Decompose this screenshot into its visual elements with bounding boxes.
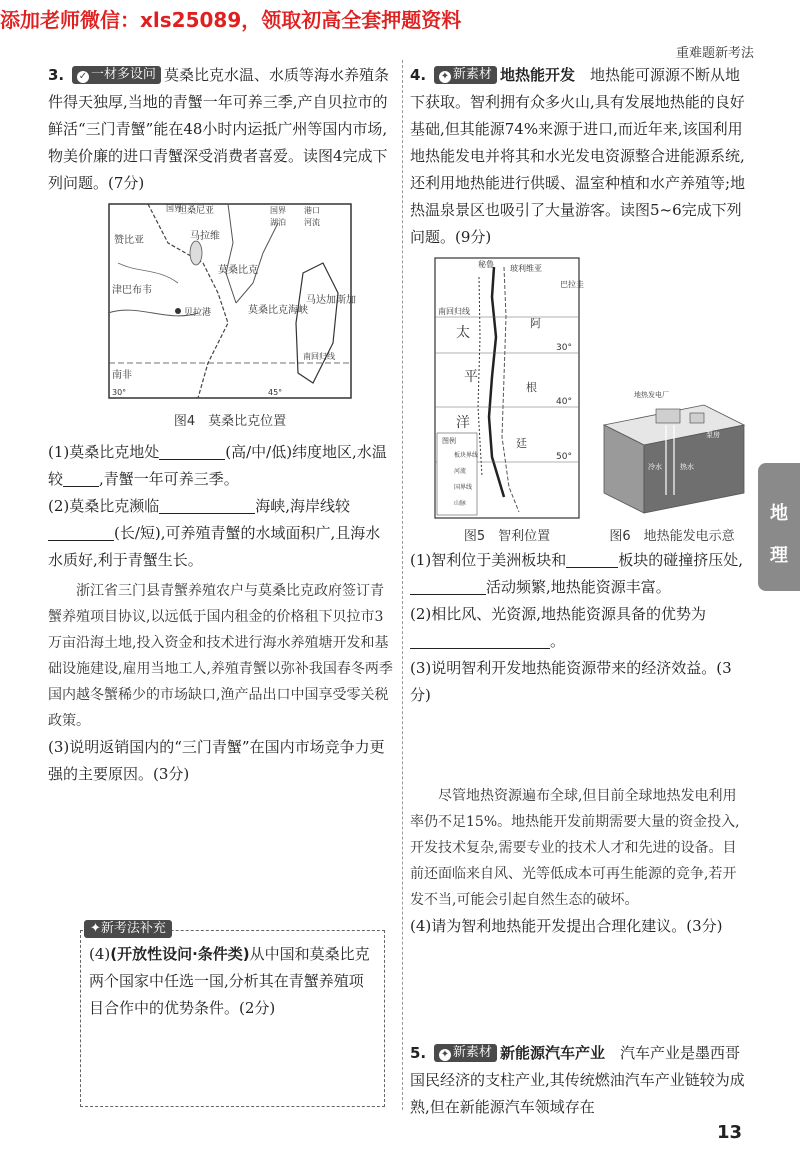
map-legend-port: 港口 xyxy=(304,206,320,215)
q5-title: 新能源汽车产业 xyxy=(499,1044,605,1062)
q3-sub1-blank2[interactable] xyxy=(63,469,99,487)
q5-number: 5. xyxy=(410,1044,427,1062)
q3-sub2-blank2[interactable] xyxy=(48,523,114,541)
label-channel: 莫桑比克海峡 xyxy=(248,305,308,316)
legend-border: 国界线 xyxy=(454,484,473,491)
q4-sub1: (1)智利位于美洲板块和 板块的碰撞挤压处,活动频繁,地热能资源丰富。 xyxy=(410,551,744,596)
legend-river: 河流 xyxy=(454,468,467,475)
map-legend-river: 河流 xyxy=(304,218,320,227)
map-legend-border: 国界 xyxy=(270,206,286,215)
q4-title: 地热能开发 xyxy=(499,66,575,84)
label-30s: 30° xyxy=(556,343,572,353)
label-45e: 45° xyxy=(268,388,283,397)
q3-tag: ✓ 一材多设问 xyxy=(72,66,161,84)
label-pacific-2: 平 xyxy=(464,369,478,385)
q4-sub1-blank1[interactable] xyxy=(566,550,618,568)
figures-5-6 xyxy=(410,257,750,547)
q4-tag: ✦ 新素材 xyxy=(434,66,497,84)
label-pump-house: 泵房 xyxy=(706,431,720,439)
question-3 xyxy=(48,62,393,788)
label-40s: 40° xyxy=(556,397,572,407)
label-mozambique: 莫桑比克 xyxy=(218,265,258,276)
q4-intro xyxy=(410,62,750,251)
label-peru: 秘鲁 xyxy=(478,260,494,269)
label-madagascar: 马达加斯加 xyxy=(306,295,356,306)
promo-banner: 添加老师微信：xls25089，领取初高全套押题资料 xyxy=(0,8,462,32)
label-bolivia: 玻利维亚 xyxy=(510,264,542,273)
legend-mountain: 山脉 xyxy=(454,500,467,507)
question-4 xyxy=(410,62,750,940)
label-argentina-2: 根 xyxy=(526,381,537,394)
q3-sub3: (3)说明返销国内的“三门青蟹”在国内市场竞争力更强的主要原因。(3分) xyxy=(48,738,385,783)
figure-4 xyxy=(108,203,356,435)
q4-sub4: (4)请为智利地热能开发提出合理化建议。(3分) xyxy=(410,917,723,935)
subject-tab xyxy=(758,463,800,591)
label-pacific-3: 洋 xyxy=(456,415,470,431)
label-tanzania: 坦桑尼亚 xyxy=(178,206,215,216)
supplement-label: ✦新考法补充 xyxy=(84,920,172,938)
label-cold-water: 冷水 xyxy=(648,463,662,471)
label-malawi: 马拉维 xyxy=(190,231,220,242)
label-tropic-capricorn: 南回归线 xyxy=(438,307,470,316)
running-title: 重难题新考法 xyxy=(675,46,754,61)
q4-number: 4. xyxy=(410,66,427,84)
bulb-icon: ✦ xyxy=(440,1049,450,1060)
q4-sub1-blank2[interactable] xyxy=(410,577,486,595)
q4-sub2: (2)相比风、光资源,地热能资源具备的优势为。 xyxy=(410,605,707,650)
label-paraguay: 巴拉圭 xyxy=(560,280,584,289)
q3-number: 3. xyxy=(48,66,65,84)
q3-sub4: (4)(开放性设问·条件类)从中国和莫桑比克两个国家中任选一国,分析其在青蟹养殖项目合作中的优势条件。(2分) xyxy=(89,945,370,1017)
q5-intro xyxy=(410,1040,750,1121)
label-hot-water: 热水 xyxy=(680,463,694,471)
label-pacific-1: 太 xyxy=(456,325,470,341)
q3-sub1: (1)莫桑比克地处 (高/中/低)纬度地区,水温较 ,青蟹一年可养三季。 xyxy=(48,443,387,488)
question-5 xyxy=(410,1040,750,1121)
label-beira-port: 贝拉港 xyxy=(184,308,212,318)
figure-4-caption: 图4 莫桑比克位置 xyxy=(173,414,287,429)
figure-5-caption: 图5 智利位置 xyxy=(463,529,551,544)
q3-sub4-box xyxy=(80,930,385,1107)
label-power-plant: 地热发电厂 xyxy=(634,391,669,399)
label-south-africa: 南非 xyxy=(112,370,132,381)
q4-intro-text: 地热能可源源不断从地下获取。智利拥有众多火山,具有发展地热能的良好基础,但其能源74%来源于进口,而近年来,该国利用地热能发电并将其和水光发电资源整合进能源系统,还利用地热能进行供暖、温室种植和水产养殖等;地热温泉景区也吸引了大量游客。读图5~6完成下列问题。(9分) xyxy=(410,66,746,246)
page-number: 13 xyxy=(716,1122,742,1143)
label-30e: 30° xyxy=(112,388,127,397)
q4-sub2-blank[interactable] xyxy=(410,631,550,649)
q4-sub3: (3)说明智利开发地热能资源带来的经济效益。(3分) xyxy=(410,659,732,704)
subject-tab-char-2: 理 xyxy=(770,545,788,566)
mozambique-map xyxy=(108,203,356,399)
label-argentina-3: 廷 xyxy=(516,437,527,450)
q5-intro-text: 汽车产业是墨西哥国民经济的支柱产业,其传统燃油汽车产业链较为成熟,但在新能源汽车领域存在 xyxy=(410,1044,745,1116)
q5-tag: ✦ 新素材 xyxy=(434,1044,497,1062)
map-legend-title: 国界 xyxy=(166,204,182,213)
subject-tab-char-1: 地 xyxy=(770,503,788,524)
figure-6-caption: 图6 地热能发电示意 xyxy=(609,529,735,544)
label-tropic: 南回归线 xyxy=(303,352,335,361)
check-icon: ✓ xyxy=(78,71,88,82)
q3-intro xyxy=(48,62,393,197)
bulb-icon: ✦ xyxy=(90,921,101,936)
label-argentina-1: 阿 xyxy=(530,317,541,330)
chile-map xyxy=(434,257,584,519)
bulb-icon: ✦ xyxy=(440,71,450,82)
label-zambia: 赞比亚 xyxy=(114,235,144,246)
q3-sub1-blank1[interactable] xyxy=(159,442,225,460)
geothermal-diagram xyxy=(594,385,746,515)
legend-plate: 板块界线 xyxy=(454,452,479,459)
q4-material: 尽管地热资源遍布全球,但目前全球地热发电利用率仍不足15%。地热能开发前期需要大量的资金投入,开发技术复杂,需要专业的技术人才和先进的设备。目前还面临来自风、光等低成本可再生能源的竞争,若开发不当,可能会引起自然生态的破坏。 xyxy=(410,788,740,908)
label-zimbabwe: 津巴布韦 xyxy=(112,285,152,296)
column-divider xyxy=(402,60,403,1110)
q3-material: 浙江省三门县青蟹养殖农户与莫桑比克政府签订青蟹养殖项目协议,以远低于国内租金的价格租下贝拉市3万亩沿海土地,投入资金和技术进行海水养殖塘开发和基础设施建设,雇用当地工人,养殖青蟹以弥补我国春冬两季国内越冬蟹稀少的市场缺口,渔产品出口中国享受零关税政策。 xyxy=(48,583,393,729)
q3-sub2: (2)莫桑比克濒临 海峡,海岸线较(长/短),可养殖青蟹的水域面积广,且海水水质好,利于青蟹生长。 xyxy=(48,497,381,569)
map-legend-lake: 湖泊 xyxy=(270,218,286,227)
legend-title: 图例 xyxy=(442,437,456,445)
q3-intro-text: 莫桑比克水温、水质等海水养殖条件得天独厚,当地的青蟹一年可养三季,产自贝拉市的鲜活“三门青蟹”能在48小时内运抵广州等国内市场,物美价廉的进口青蟹深受消费者喜爱。读图4完成下列问题。(7分) xyxy=(48,66,389,192)
q3-sub2-blank1[interactable] xyxy=(159,496,255,514)
label-50s: 50° xyxy=(556,452,572,462)
